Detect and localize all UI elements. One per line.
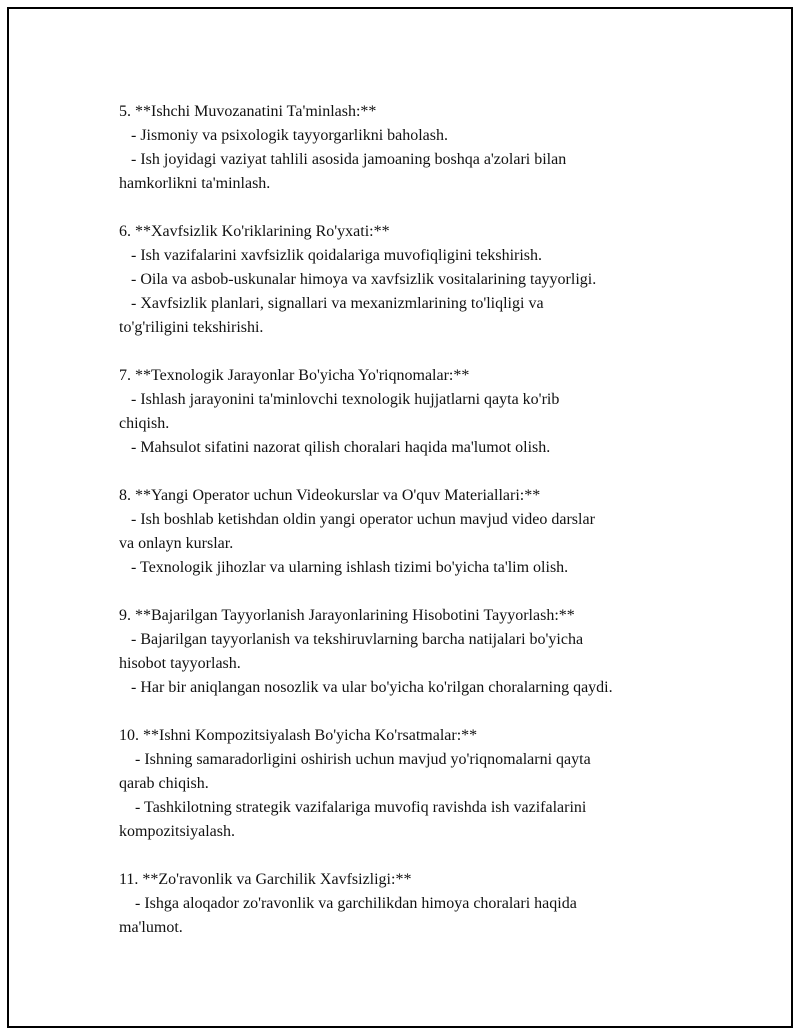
section-11 xyxy=(119,868,699,940)
section-line: va onlayn kurslar. xyxy=(119,535,234,552)
section-9 xyxy=(119,604,699,700)
section-heading: 8. **Yangi Operator uchun Videokurslar va O'quv Materiallari:** xyxy=(119,487,541,504)
section-line: - Xavfsizlik planlari, signallari va mexanizmlarining to'liqligi va xyxy=(119,295,544,312)
section-heading: 11. **Zo'ravonlik va Garchilik Xavfsizligi:** xyxy=(119,871,412,888)
section-line: kompozitsiyalash. xyxy=(119,823,235,840)
section-heading: 7. **Texnologik Jarayonlar Bo'yicha Yo'riqnomalar:** xyxy=(119,367,470,384)
section-heading: 5. **Ishchi Muvozanatini Ta'minlash:** xyxy=(119,103,377,120)
section-line: - Bajarilgan tayyorlanish va tekshiruvlarning barcha natijalari bo'yicha xyxy=(119,631,584,648)
section-7 xyxy=(119,364,699,460)
section-line: - Jismoniy va psixologik tayyorgarlikni baholash. xyxy=(119,127,449,144)
section-line: - Ishning samaradorligini oshirish uchun mavjud yo'riqnomalarni qayta xyxy=(119,751,591,768)
section-line: to'g'riligini tekshirishi. xyxy=(119,319,264,336)
section-line: - Mahsulot sifatini nazorat qilish choralari haqida ma'lumot olish. xyxy=(119,439,551,456)
section-6 xyxy=(119,220,699,340)
section-line: ma'lumot. xyxy=(119,919,183,936)
section-line: - Har bir aniqlangan nosozlik va ular bo'yicha ko'rilgan choralarning qaydi. xyxy=(119,679,613,696)
section-line: hamkorlikni ta'minlash. xyxy=(119,175,271,192)
section-line: - Ishga aloqador zo'ravonlik va garchilikdan himoya choralari haqida xyxy=(119,895,577,912)
section-8 xyxy=(119,484,699,580)
section-line: - Tashkilotning strategik vazifalariga muvofiq ravishda ish vazifalarini xyxy=(119,799,587,816)
section-line: - Ishlash jarayonini ta'minlovchi texnologik hujjatlarni qayta ko'rib xyxy=(119,391,560,408)
section-10 xyxy=(119,724,699,844)
section-heading: 10. **Ishni Kompozitsiyalash Bo'yicha Ko'rsatmalar:** xyxy=(119,727,478,744)
section-line: chiqish. xyxy=(119,415,170,432)
document-page xyxy=(7,7,793,1028)
document-body xyxy=(119,100,699,964)
section-line: qarab chiqish. xyxy=(119,775,209,792)
section-line: - Texnologik jihozlar va ularning ishlash tizimi bo'yicha ta'lim olish. xyxy=(119,559,569,576)
section-line: hisobot tayyorlash. xyxy=(119,655,241,672)
section-5 xyxy=(119,100,699,196)
section-heading: 9. **Bajarilgan Tayyorlanish Jarayonlarining Hisobotini Tayyorlash:** xyxy=(119,607,575,624)
section-line: - Ish boshlab ketishdan oldin yangi operator uchun mavjud video darslar xyxy=(119,511,595,528)
section-line: - Ish joyidagi vaziyat tahlili asosida jamoaning boshqa a'zolari bilan xyxy=(119,151,567,168)
section-line: - Oila va asbob-uskunalar himoya va xavfsizlik vositalarining tayyorligi. xyxy=(119,271,597,288)
section-heading: 6. **Xavfsizlik Ko'riklarining Ro'yxati:** xyxy=(119,223,390,240)
section-line: - Ish vazifalarini xavfsizlik qoidalariga muvofiqligini tekshirish. xyxy=(119,247,543,264)
